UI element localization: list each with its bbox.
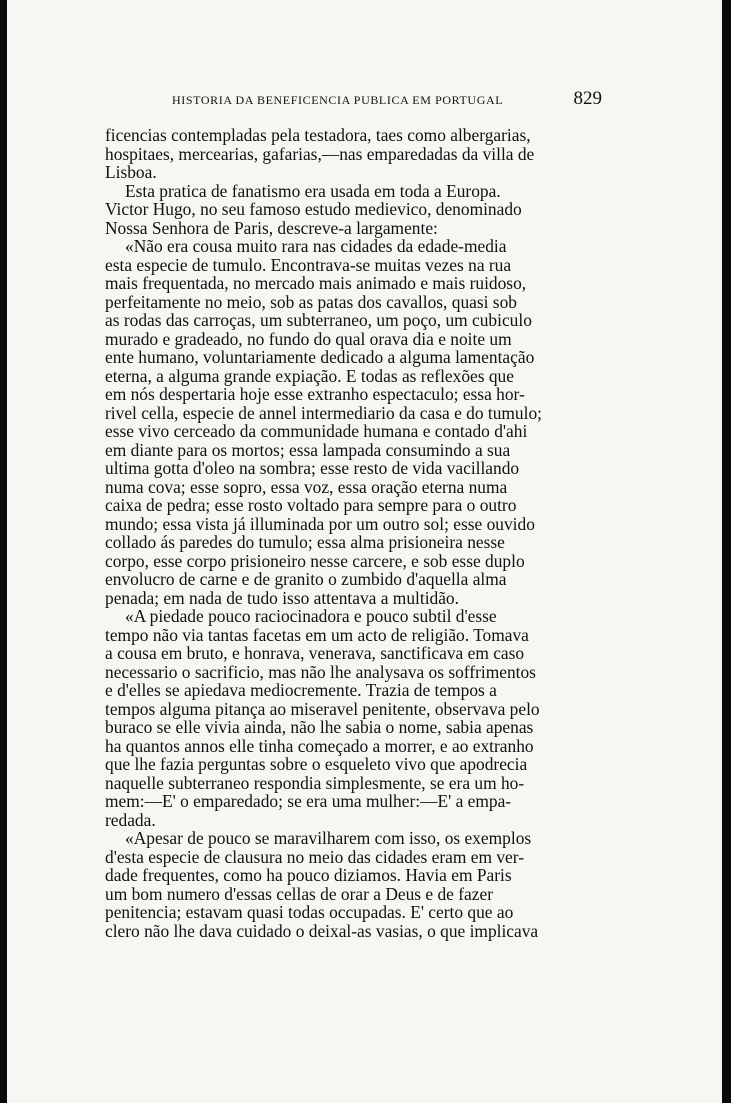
scan-border-right xyxy=(722,0,731,1103)
text-line: «A piedade pouco raciocinadora e pouco subtil d'esse xyxy=(125,606,497,626)
text-line: ultima gotta d'oleo na sombra; esse resto de vida vacillando xyxy=(105,458,520,478)
text-line: mem:—E' o emparedado; se era uma mulher:—E' a empa- xyxy=(105,791,512,811)
text-line: caixa de pedra; esse rosto voltado para sempre para o outro xyxy=(105,495,517,515)
text-line: em diante para os mortos; essa lampada consumindo a sua xyxy=(105,439,511,460)
text-line: mais frequentada, no mercado mais animado e mais ruidoso, xyxy=(105,273,527,293)
text-line: naquelle subterraneo respondia simplesmente, se era um ho- xyxy=(105,772,525,793)
text-line: ente humano, voluntariamente dedicado a alguma lamentação xyxy=(105,347,535,367)
text-line: «Apesar de pouco se maravilharem com isso, os exemplos xyxy=(125,828,532,848)
text-line: que lhe fazia perguntas sobre o esqueleto vivo que apodrecia xyxy=(105,754,528,774)
text-line: clero não lhe dava cuidado o deixal-as vasias, o que implicava xyxy=(105,920,539,941)
text-line: penitencia; estavam quasi todas occupadas. E' certo que ao xyxy=(105,902,514,922)
text-line: Lisboa. xyxy=(105,162,157,182)
scan-border-left xyxy=(0,0,7,1103)
text-line: dade frequentes, como ha pouco diziamos. Havia em Paris xyxy=(105,865,512,885)
text-line: perfeitamente no meio, sob as patas dos cavallos, quasi sob xyxy=(105,291,517,312)
text-line: a cousa em bruto, e honrava, venerava, sanctificava em caso xyxy=(105,643,525,663)
body-text xyxy=(105,126,593,940)
text-line: ha quantos annos elle tinha começado a morrer, e ao extranho xyxy=(105,735,534,756)
text-line: d'esta especie de clausura no meio das cidades eram em ver- xyxy=(105,846,525,867)
text-line: buraco se elle vivia ainda, não lhe sabia o nome, sabia apenas xyxy=(105,717,534,737)
text-line: Esta pratica de fanatismo era usada em toda a Europa. xyxy=(125,180,501,201)
text-line: necessario o sacrificio, mas não lhe analysava os soffrimentos xyxy=(105,661,536,682)
book-page xyxy=(7,0,722,1103)
text-line: penada; em nada de tudo isso attentava a multidão. xyxy=(105,587,459,608)
text-line: «Não era cousa muito rara nas cidades da edade-media xyxy=(125,236,507,256)
text-line: rivel cella, especie de annel intermediario da casa e do tumulo; xyxy=(105,402,542,423)
page-number: 829 xyxy=(573,88,602,109)
running-title: HISTORIA DA BENEFICENCIA PUBLICA EM PORTUGAL xyxy=(172,93,504,107)
text-line: numa cova; esse sopro, essa voz, essa oração eterna numa xyxy=(105,476,508,497)
text-line: redada. xyxy=(105,809,156,830)
page-header xyxy=(172,88,602,110)
text-line: tempos alguma pitança ao miseravel penitente, observava pelo xyxy=(105,698,540,719)
text-line: collado ás paredes do tumulo; essa alma prisioneira nesse xyxy=(105,532,505,552)
text-line: tempo não via tantas facetas em um acto de religião. Tomava xyxy=(105,624,529,645)
text-line: e d'elles se apiedava mediocremente. Trazia de tempos a xyxy=(105,680,497,700)
text-line: eterna, a alguma grande expiação. E todas as reflexões que xyxy=(105,365,514,386)
text-line: esse vivo cerceado da communidade humana e contado d'ahi xyxy=(105,421,528,441)
text-line: hospitaes, mercearias, gafarias,—nas emparedadas da villa de xyxy=(105,143,535,164)
text-line: envolucro de carne e de granito o zumbido d'aquella alma xyxy=(105,569,507,589)
text-line: murado e gradeado, no fundo do qual orava dia e noite um xyxy=(105,328,512,349)
text-line: em nós despertaria hoje esse extranho espectaculo; essa hor- xyxy=(105,384,525,404)
text-line: um bom numero d'essas cellas de orar a Deus e de fazer xyxy=(105,883,493,904)
text-line: ficencias contempladas pela testadora, taes como albergarias, xyxy=(105,125,531,145)
text-line: Nossa Senhora de Paris, descreve-a largamente: xyxy=(105,217,438,238)
text-line: Victor Hugo, no seu famoso estudo medievico, denominado xyxy=(105,199,522,219)
text-line: esta especie de tumulo. Encontrava-se muitas vezes na rua xyxy=(105,254,512,275)
text-line: mundo; essa vista já illuminada por um outro sol; esse ouvido xyxy=(105,513,535,534)
text-line: corpo, esse corpo prisioneiro nesse carcere, e sob esse duplo xyxy=(105,550,525,571)
text-line: as rodas das carroças, um subterraneo, um poço, um cubiculo xyxy=(105,310,532,330)
